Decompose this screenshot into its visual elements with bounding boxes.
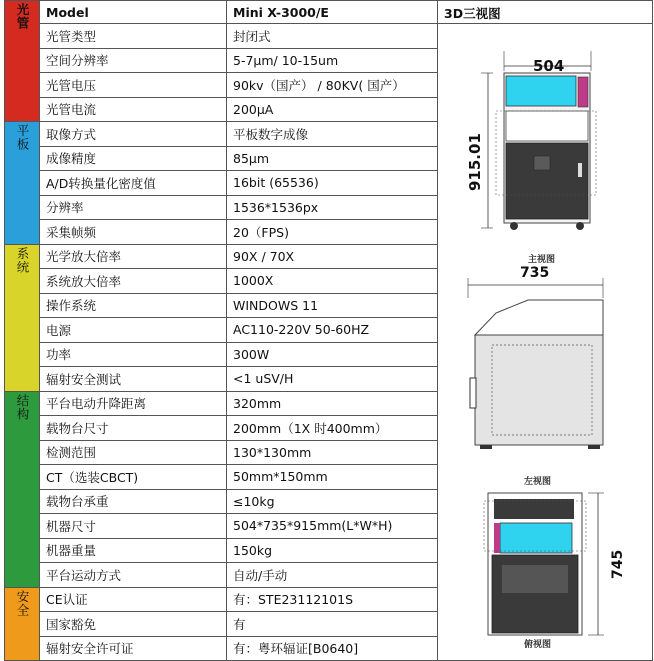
spec-label: 光管电流 [40, 97, 227, 122]
spec-value: 200mm（1X 时400mm） [227, 416, 438, 441]
spec-label: 辐射安全测试 [40, 367, 227, 392]
spec-label: 采集帧频 [40, 220, 227, 245]
spec-value: 320mm [227, 391, 438, 416]
header-row [5, 1, 653, 24]
spec-label: A/D转换量化密度值 [40, 171, 227, 196]
view-title-bar [438, 1, 652, 24]
front-view [481, 51, 596, 230]
spec-value: 85μm [227, 146, 438, 171]
spec-table [4, 0, 653, 661]
spec-label: 电源 [40, 318, 227, 343]
top-depth-dim: 745 [610, 549, 626, 579]
spec-value: <1 uSV/H [227, 367, 438, 392]
spec-value: 20（FPS) [227, 220, 438, 245]
spec-value: 150kg [227, 538, 438, 563]
category-cell [5, 122, 40, 245]
view-title: 3D三视图 [444, 6, 501, 21]
spec-label: 分辨率 [40, 195, 227, 220]
spec-value: 90X / 70X [227, 244, 438, 269]
side-view [468, 278, 603, 449]
spec-value: 1536*1536px [227, 195, 438, 220]
spec-value: 504*735*915mm(L*W*H) [227, 514, 438, 539]
spec-label: 载物台尺寸 [40, 416, 227, 441]
spec-label: 功率 [40, 342, 227, 367]
spec-label: 成像精度 [40, 146, 227, 171]
spec-label: 光学放大倍率 [40, 244, 227, 269]
header-model: Model [40, 1, 227, 24]
spec-label: 光管类型 [40, 24, 227, 49]
spec-value: 130*130mm [227, 440, 438, 465]
spec-label: 机器尺寸 [40, 514, 227, 539]
side-width-dim: 735 [520, 265, 550, 281]
category-cell [5, 244, 40, 391]
three-view-cell [438, 1, 653, 661]
spec-value: 有 [227, 612, 438, 637]
spec-label: 辐射安全许可证 [40, 636, 227, 661]
spec-value: 300W [227, 342, 438, 367]
front-width-dim: 504 [533, 57, 565, 75]
spec-value: ≤10kg [227, 489, 438, 514]
category-cell [5, 391, 40, 587]
spec-label: 机器重量 [40, 538, 227, 563]
spec-label: 国家豁免 [40, 612, 227, 637]
top-view [484, 493, 604, 635]
spec-label: 平台运动方式 [40, 563, 227, 588]
spec-value: WINDOWS 11 [227, 293, 438, 318]
top-caption: 俯视图 [524, 640, 552, 650]
category-tube [5, 1, 40, 122]
front-caption: 主视图 [528, 255, 556, 265]
spec-value: 1000X [227, 269, 438, 294]
category-label: 平板 [15, 124, 30, 151]
spec-label: 操作系统 [40, 293, 227, 318]
spec-value: 有：STE23112101S [227, 587, 438, 612]
front-height-dim: 915.01 [466, 133, 484, 191]
category-label: 光管 [15, 3, 30, 30]
spec-label: 平台电动升降距离 [40, 391, 227, 416]
category-label: 系统 [15, 246, 30, 274]
spec-label: CT（选装CBCT) [40, 465, 227, 490]
spec-label: CE认证 [40, 587, 227, 612]
spec-value: 90kv（国产） / 80KV( 国产） [227, 73, 438, 98]
spec-value: AC110-220V 50-60HZ [227, 318, 438, 343]
spec-label: 空间分辨率 [40, 48, 227, 73]
category-label: 安全 [15, 589, 30, 617]
spec-value: 200μA [227, 97, 438, 122]
screen [506, 76, 576, 106]
spec-value: 50mm*150mm [227, 465, 438, 490]
spec-label: 取像方式 [40, 122, 227, 147]
side-body [475, 335, 603, 445]
spec-label: 系统放大倍率 [40, 269, 227, 294]
spec-value: 5-7μm/ 10-15um [227, 48, 438, 73]
spec-label: 光管电压 [40, 73, 227, 98]
spec-value: 封闭式 [227, 24, 438, 49]
header-value: Mini X-3000/E [227, 1, 438, 24]
category-label: 结构 [15, 393, 30, 421]
spec-value: 平板数字成像 [227, 122, 438, 147]
spec-value: 有：粤环辐证[B0640] [227, 636, 438, 661]
spec-value: 16bit (65536) [227, 171, 438, 196]
front-cabinet [506, 143, 588, 219]
spec-label: 检测范围 [40, 440, 227, 465]
spec-label: 载物台承重 [40, 489, 227, 514]
side-caption: 左视图 [524, 477, 552, 487]
category-cell [5, 587, 40, 661]
spec-value: 自动/手动 [227, 563, 438, 588]
